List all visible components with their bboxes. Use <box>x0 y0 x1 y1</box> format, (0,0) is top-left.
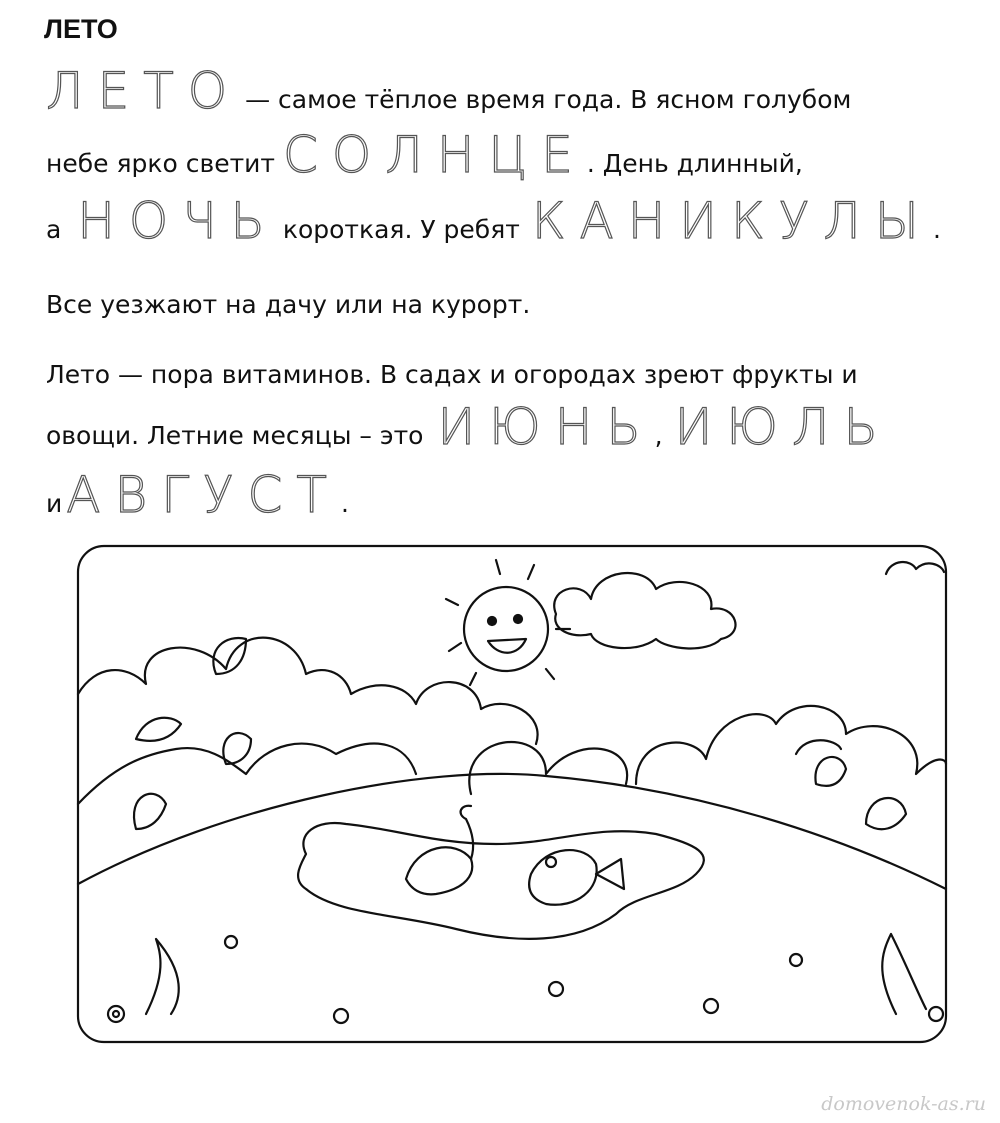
leaves <box>134 638 906 829</box>
tracing-word-leto: ЛЕТО <box>46 62 242 120</box>
pond <box>298 823 704 939</box>
text-line-7 <box>46 466 349 524</box>
sentence-fragment: . <box>340 489 349 518</box>
tracing-word-avgust: АВГУСТ <box>66 466 341 524</box>
sentence-fragment: а <box>46 215 62 244</box>
text-line-4: Все уезжают на дачу или на курорт. <box>46 290 531 319</box>
sentence-fragment: . День длинный, <box>586 149 803 178</box>
page-title: ЛЕТО <box>44 14 118 44</box>
hill-line <box>78 774 946 889</box>
tracing-word-iyun: ИЮНЬ <box>437 398 655 456</box>
sentence-fragment: овощи. Летние месяцы – это <box>46 421 424 450</box>
flowers <box>108 934 943 1023</box>
picture-frame <box>78 546 946 1042</box>
sentence-fragment: и <box>46 489 63 518</box>
text-line-6 <box>46 398 892 456</box>
fish <box>406 806 624 905</box>
sentence-fragment: . <box>932 215 941 244</box>
sun <box>446 560 570 685</box>
sentence-fragment: — самое тёплое время года. В ясном голубом <box>245 85 852 114</box>
sentence-fragment: небе ярко светит <box>46 149 275 178</box>
text-line-3 <box>46 192 941 250</box>
text-line-5: Лето — пора витаминов. В садах и огородах зреют фрукты и <box>46 360 858 389</box>
sentence-fragment: , <box>654 421 663 450</box>
cloud <box>554 573 735 648</box>
tracing-word-noch: НОЧЬ <box>77 192 279 250</box>
tracing-word-solntse: СОЛНЦЕ <box>282 126 587 184</box>
text-line-2 <box>46 126 803 184</box>
tracing-word-iyul: ИЮЛЬ <box>674 398 892 456</box>
cloud-small <box>886 562 944 574</box>
watermark: domovenok-as.ru <box>821 1093 986 1115</box>
sentence-fragment: короткая. У ребят <box>282 215 520 244</box>
text-line-1 <box>46 62 851 120</box>
tracing-word-kanikuly: КАНИКУЛЫ <box>531 192 933 250</box>
summer-coloring-picture <box>76 544 948 1044</box>
